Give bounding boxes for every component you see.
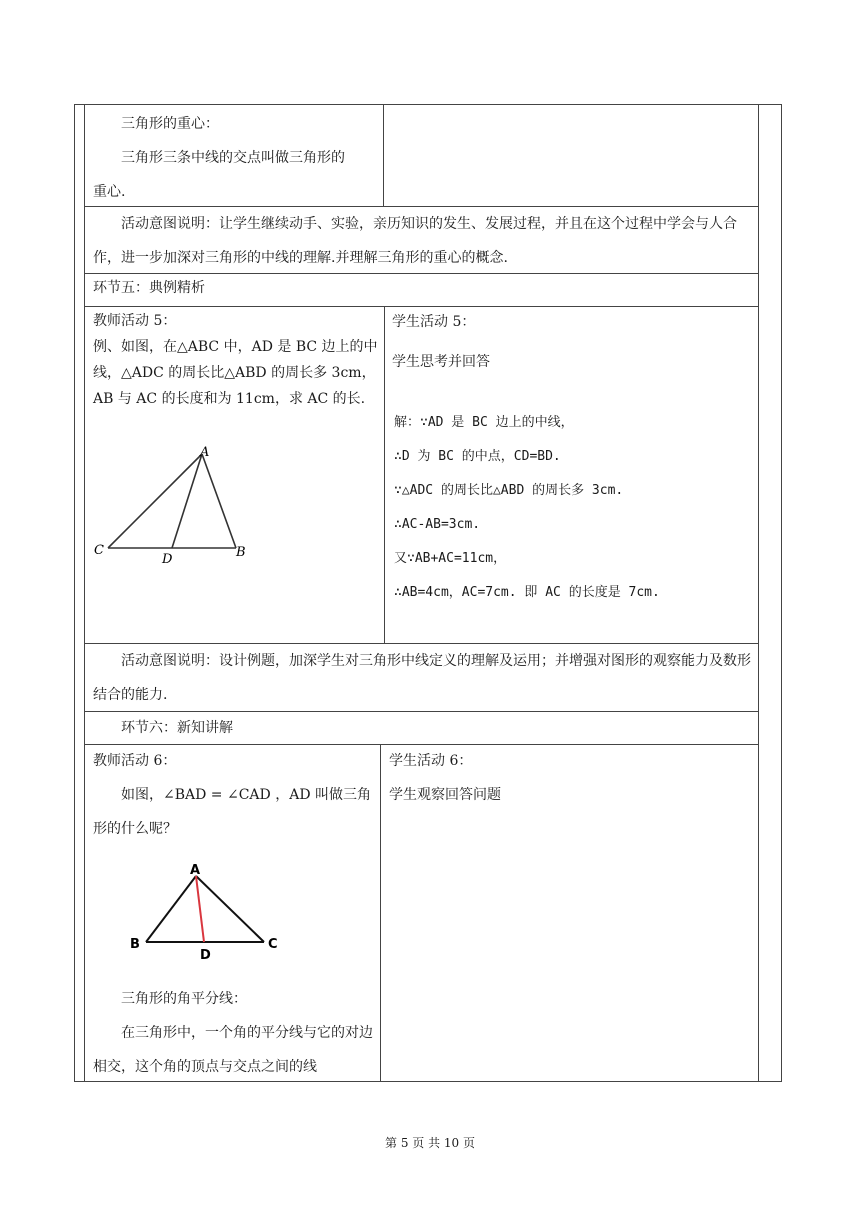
solution-block [394, 406, 754, 610]
example-problem-text: 例、如图，在△ABC 中，AD 是 BC 边上的中线，△ADC 的周长比△ABD 的周长多 3cm，AB 与 AC 的长度和为 11cm，求 AC 的长. [93, 339, 378, 407]
label-D: D [200, 948, 211, 963]
label-C: C [268, 937, 278, 952]
intent-text-2: 活动意图说明：设计例题，加深学生对三角形中线定义的理解及运用；并增强对图形的观察能力及数形结合的能力. [93, 653, 751, 703]
solution-line: ∴AC-AB=3cm. [394, 517, 481, 532]
table-right-inner-border [758, 104, 759, 1082]
teacher-activity-5-title: 教师活动 5： [93, 313, 177, 329]
bisector-definition-title: 三角形的角平分线： [121, 991, 247, 1007]
angle-bisector-AD [196, 876, 204, 942]
bisector-definition-cell [93, 982, 373, 1084]
angle-question-text: 如图，∠BAD = ∠CAD ，AD 叫做三角形的什么呢？ [93, 787, 371, 837]
side-AC [196, 876, 264, 942]
page-number-text: 第 5 页 共 10 页 [385, 1136, 475, 1150]
teacher-activity-6-cell [93, 744, 373, 846]
solution-line: ∴AB=4cm，AC=7cm. 即 AC 的长度是 7cm. [394, 585, 660, 600]
label-B: B [130, 937, 140, 952]
page-footer [0, 1134, 860, 1151]
centroid-title: 三角形的重心： [121, 116, 219, 132]
label-B: B [236, 545, 246, 560]
label-C: C [94, 543, 104, 558]
centroid-cell [93, 107, 378, 209]
column-divider [380, 744, 381, 1082]
section6-header-cell [93, 712, 753, 744]
intent-cell-2 [93, 644, 753, 712]
section5-header-cell [93, 273, 753, 303]
solution-line: ∵△ADC 的周长比△ABD 的周长多 3cm. [394, 483, 624, 498]
student-activity-5-cell [392, 305, 752, 379]
section6-header: 环节六：新知讲解 [121, 720, 233, 736]
solution-line: ∴D 为 BC 的中点，CD=BD. [394, 449, 561, 464]
label-A: A [200, 445, 210, 460]
triangle-bisector-figure [126, 858, 286, 966]
bisector-definition-text: 在三角形中，一个角的平分线与它的对边相交，这个角的顶点与交点之间的线 [93, 1025, 373, 1075]
table-left-inner-border [84, 104, 85, 1082]
student-activity-5-title: 学生活动 5： [392, 314, 476, 330]
centroid-definition-line-2: 重心. [93, 184, 126, 200]
teacher-activity-6-title: 教师活动 6： [93, 753, 177, 769]
side-AB [146, 876, 196, 942]
column-divider [383, 104, 384, 206]
centroid-definition-line-1: 三角形三条中线的交点叫做三角形的 [121, 150, 345, 166]
column-divider [384, 306, 385, 643]
student-activity-6-text: 学生观察回答问题 [389, 787, 501, 803]
intent-cell-1 [93, 207, 753, 275]
student-activity-5-text: 学生思考并回答 [392, 354, 490, 370]
teacher-activity-5-cell [93, 308, 379, 412]
side-AB [202, 454, 236, 548]
label-D: D [162, 552, 173, 567]
solution-line: 解：∵AD 是 BC 边上的中线， [394, 415, 574, 430]
section5-header: 环节五：典例精析 [93, 280, 205, 296]
intent-text-1: 活动意图说明：让学生继续动手、实验，亲历知识的发生、发展过程，并且在这个过程中学会与人合作，进一步加深对三角形的中线的理解.并理解三角形的重心的概念. [93, 216, 737, 266]
triangle-median-figure [90, 440, 270, 570]
student-activity-6-cell [389, 744, 749, 812]
label-A: A [190, 863, 201, 878]
side-AC [108, 454, 202, 548]
student-activity-6-title: 学生活动 6： [389, 753, 473, 769]
solution-line: 又∵AB+AC=11cm， [394, 551, 507, 566]
